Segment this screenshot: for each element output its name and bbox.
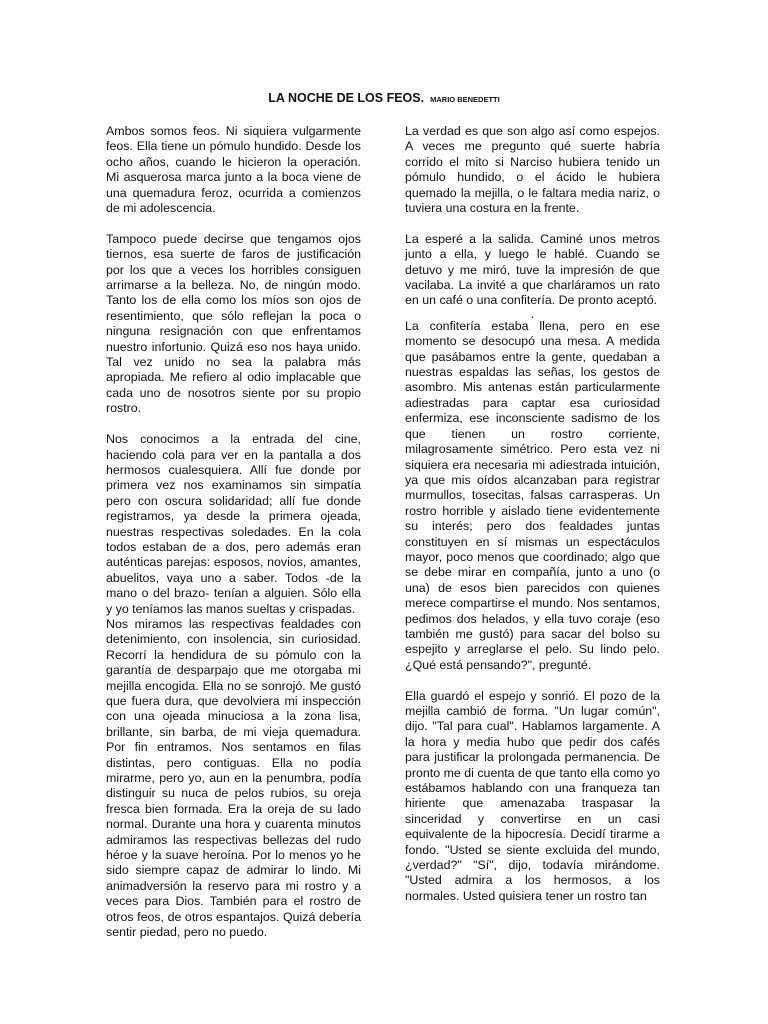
paragraph: Tampoco puede decirse que tengamos ojos tiernos, esa suerte de faros de justificación por los que a veces los horribles consiguen arrimarse a la belleza. No, de ningún modo. Tanto los de ella como los míos son ojos de resentimiento, que sólo reflejan la poca o ninguna resignación con que enfrentamos nuestro infortunio. Quizá eso nos haya unido. Tal vez unido no sea la palabra más apropiada. Me refiero al odio implacable que cada uno de nosotros siente por su propio rostro. (106, 231, 361, 416)
paragraph: La esperé a la salida. Caminé unos metros junto a ella, y luego le hablé. Cuando se detuvo y me miró, tuve la impresión de que vacilaba. La invité a que charláramos un rato en un café o una confitería. De pronto aceptó. (405, 231, 660, 308)
paragraph: La confitería estaba llena, pero en ese momento se desocupó una mesa. A medida que pasábamos entre la gente, quedaban a nuestras espaldas las señas, los gestos de asombro. Mis antenas están particularmente adiestradas para captar esa curiosidad enfermiza, ese inconsciente sadismo de los que tienen un rostro corriente, milagrosamente simétrico. Pero esta vez ni siquiera era necesaria mi adiestrada intuición, ya que mis oídos alcanzaban para registrar murmullos, tosecitas, falsas carrasperas. Un rostro horrible y aislado tiene evidentemente su interés; pero dos fealdades juntas constituyen en sí mismas un espectáculos mayor, poco menos que coordinado; algo que se debe mirar en compañía, junto a uno (o una) de esos bien parecidos con quienes merece compartirse el mundo. Nos sentamos, pedimos dos helados, y ella tuvo coraje (eso también me gustó) para sacar del bolso su espejito y arreglarse el pelo. Su lindo pelo. ¿Qué está pensando?", pregunté. (405, 318, 660, 672)
stray-dot: . (530, 306, 535, 321)
paragraph: La verdad es que son algo así como espejos. A veces me pregunto qué suerte habría corrido el mito si Narciso hubiera tenido un pómulo hundido, o el ácido le hubiera quemado la mejilla, o le faltara media nariz, o tuviera una costura en la frente. (405, 124, 660, 216)
document-author: MARIO BENEDETTI (430, 95, 500, 104)
paragraph: Nos miramos las respectivas fealdades con detenimiento, con insolencia, sin curiosidad. Recorrí la hendidura de su pómulo con la garantía de desparpajo que me otorgaba mi mejilla encogida. Ella no se sonrojó. Me gustó que fuera dura, que devolviera mi inspección con una ojeada minuciosa a la zona lisa, brillante, sin barba, de mi vieja quemadura. Por fin entramos. Nos sentamos en filas distintas, pero contiguas. Ella no podía mirarme, pero yo, aun en la penumbra, podía distinguir su nuca de pelos rubios, su oreja fresca bien formada. Era la oreja de su lado normal. Durante una hora y cuarenta minutos admiramos las respectivas bellezas del rudo héroe y la suave heroína. Por lo menos yo he sido siempre capaz de admirar lo lindo. Mi animadversión la reservo para mi rostro y a veces para Dios. También para el rostro de otros feos, de otros espantajos. Quizá debería sentir piedad, pero no puedo. (106, 616, 361, 940)
paragraph: Nos conocimos a la entrada del cine, haciendo cola para ver en la pantalla a dos hermosos cualesquiera. Allí fue donde por primera vez nos examinamos sin simpatía pero con oscura solidaridad; allí fue donde registramos, ya desde la primera ojeada, nuestras respectivas soledades. En la cola todos estaban de a dos, pero además eran auténticas parejas: esposos, novios, amantes, abuelitos, vaya uno a saber. Todos -de la mano o del brazo- tenían a alguien. Sólo ella y yo teníamos las manos sueltas y crispadas. (106, 432, 361, 616)
left-column (106, 124, 361, 941)
paragraph: Ambos somos feos. Ni siquiera vulgarmente feos. Ella tiene un pómulo hundido. Desde los ocho años, cuando le hicieron la operación. Mi asquerosa marca junto a la boca viene de una quemadura feroz, ocurrida a comienzos de mi adolescencia. (106, 124, 361, 216)
document-title: LA NOCHE DE LOS FEOS. (268, 91, 425, 105)
right-column (405, 124, 660, 904)
title-line (0, 91, 768, 107)
paragraph: Ella guardó el espejo y sonrió. El pozo de la mejilla cambió de forma. "Un lugar común", dijo. "Tal para cual". Hablamos largamente. A la hora y media hubo que pedir dos cafés para justificar la prolongada permanencia. De pronto me di cuenta de que tanto ella como yo estábamos hablando con una franqueza tan hiriente que amenazaba traspasar la sinceridad y convertirse en un casi equivalente de la hipocresía. Decidí tirarme a fondo. "Usted se siente excluida del mundo, ¿verdad?" "Sí", dijo, todavía mirándome. "Usted admira a los hermosos, a los normales. Usted quisiera tener un rostro tan (405, 688, 660, 903)
